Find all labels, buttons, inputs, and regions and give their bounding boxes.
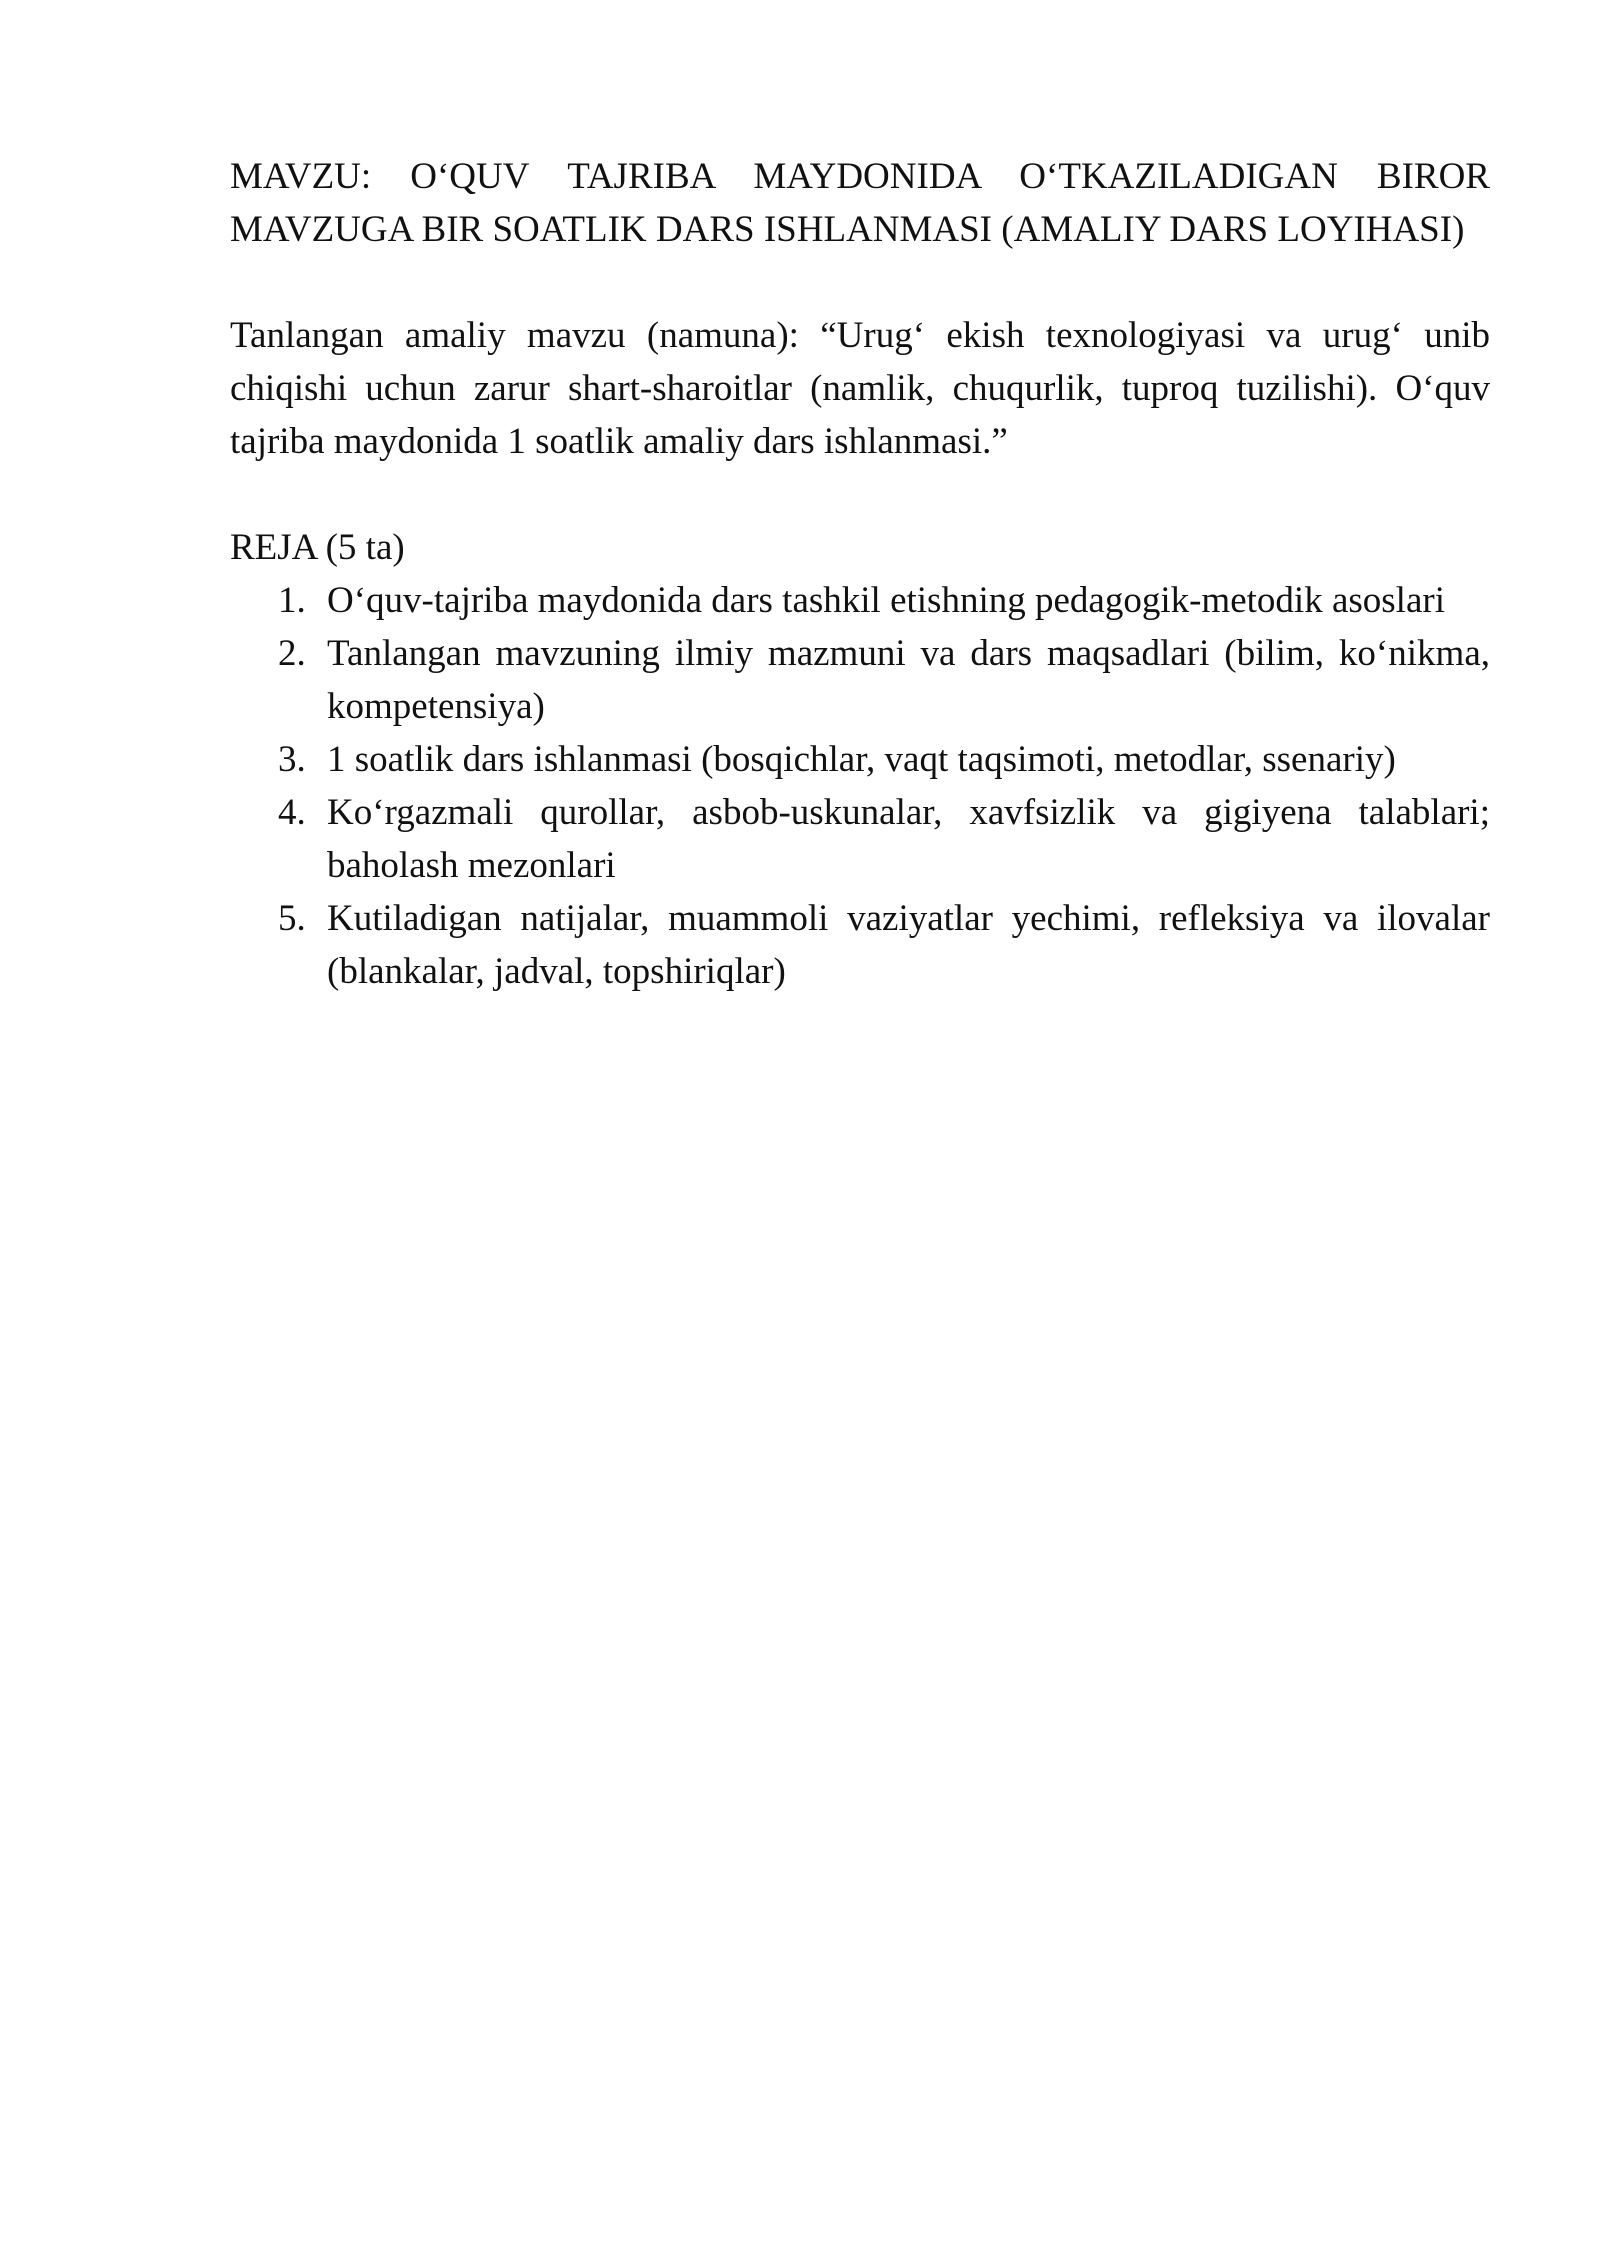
plan-list [230,574,1490,998]
plan-item-text: O‘quv-tajriba maydonida dars tashkil etishning pedagogik-metodik asoslari [327,580,1445,621]
plan-item-text: 1 soatlik dars ishlanmasi (bosqichlar, vaqt taqsimoti, metodlar, ssenariy) [327,739,1396,780]
plan-item-number: 3. [278,739,306,780]
plan-item-text: Tanlangan mavzuning ilmiy mazmuni va dars maqsadlari (bilim, ko‘nikma, kompetensiya) [327,633,1490,727]
plan-item-5 [230,892,1490,998]
intro-paragraph: Tanlangan amaliy mavzu (namuna): “Urug‘ ekish texnologiyasi va urug‘ unib chiqishi uchun zarur shart-sharoitlar (namlik, chuqurlik, tuproq tuzilishi). O‘quv tajriba maydonida 1 soatlik amaliy dars ishlanmasi.” [230,315,1490,462]
plan-item-number: 5. [278,898,306,939]
plan-item-number: 1. [278,580,306,621]
plan-item-4 [230,786,1490,892]
plan-item-text: Ko‘rgazmali qurollar, asbob-uskunalar, xavfsizlik va gigiyena talablari; baholash mezonlari [327,792,1490,886]
plan-item-3 [230,733,1490,786]
plan-item-1 [230,574,1490,627]
plan-title: REJA (5 ta) [230,527,405,568]
plan-item-number: 4. [278,792,306,833]
plan-item-text: Kutiladigan natijalar, muammoli vaziyatlar yechimi, refleksiya va ilovalar (blankalar, jadval, topshiriqlar) [327,898,1490,992]
document-heading: MAVZU: O‘QUV TAJRIBA MAYDONIDA O‘TKAZILADIGAN BIROR MAVZUGA BIR SOATLIK DARS ISHLANMASI (AMALIY DARS LOYIHASI) [230,156,1490,250]
plan-item-number: 2. [278,633,306,674]
plan-item-2 [230,627,1490,733]
document-page [230,150,1490,998]
